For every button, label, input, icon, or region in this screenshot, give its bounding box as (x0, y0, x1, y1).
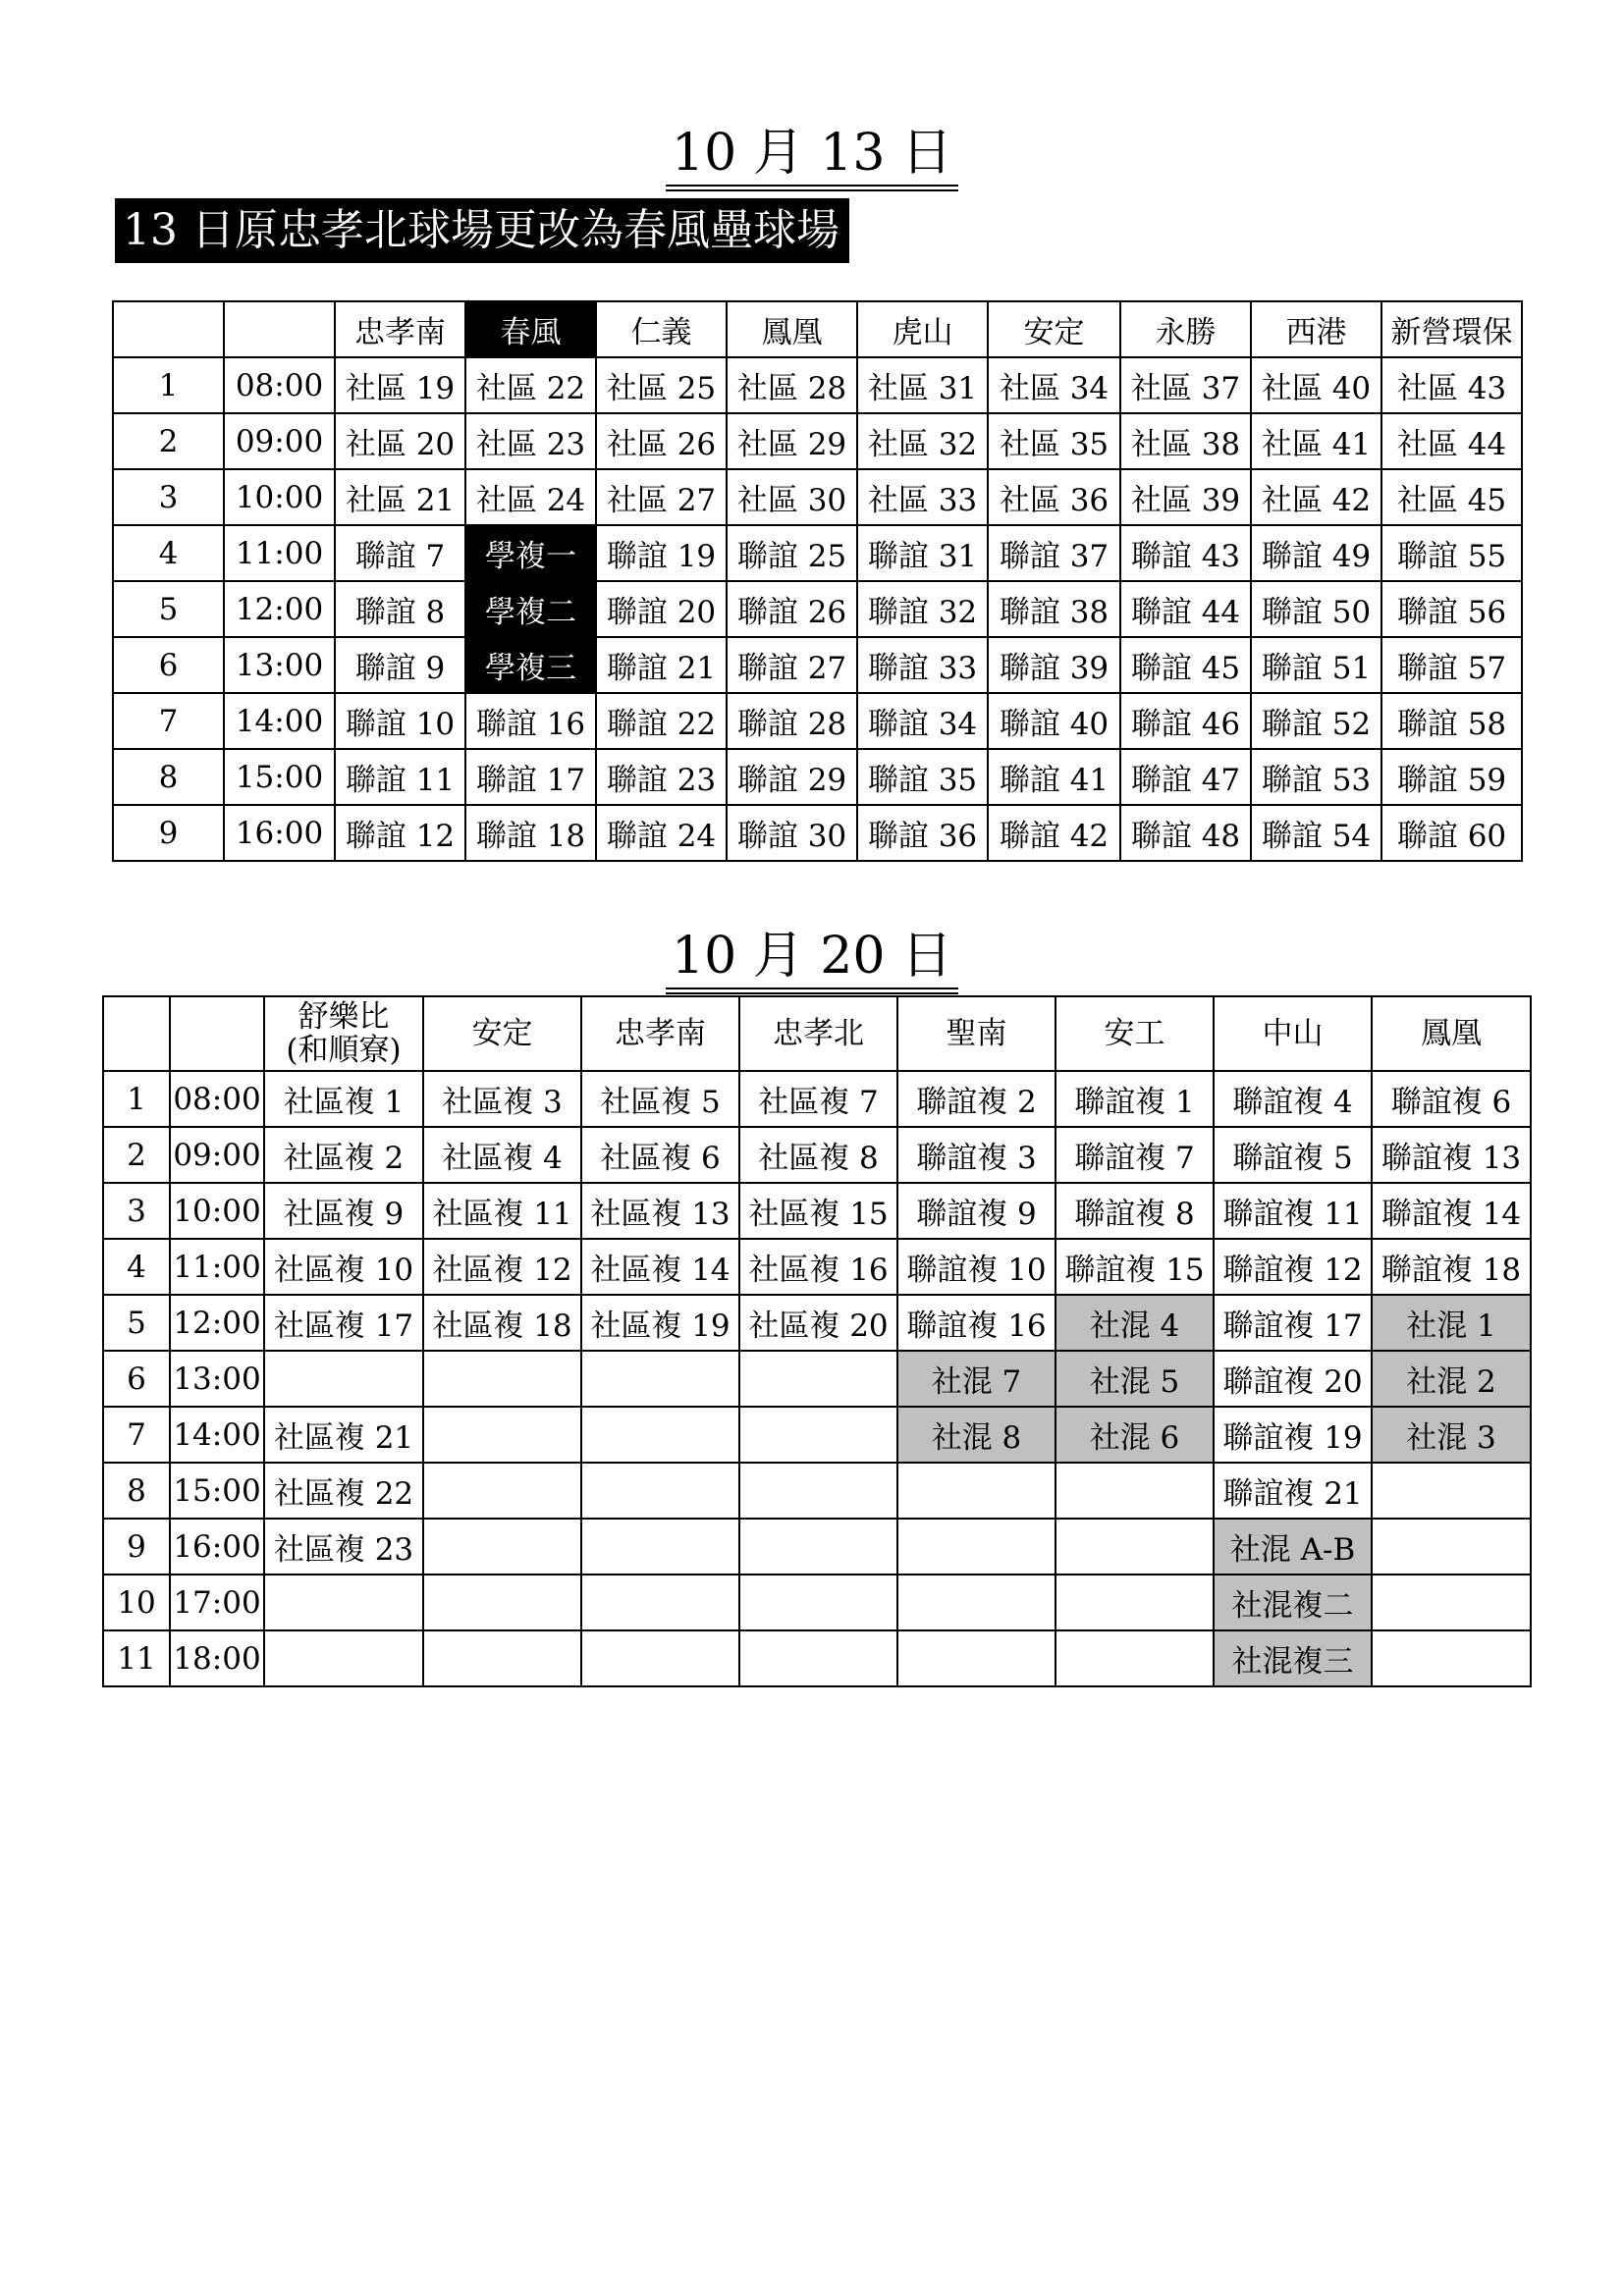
time-cell: 09:00 (224, 413, 335, 469)
match-cell: 社區 39 (1120, 469, 1251, 525)
match-cell: 聯誼 27 (727, 637, 857, 693)
match-cell: 社混 6 (1056, 1407, 1214, 1463)
match-cell: 聯誼 58 (1381, 693, 1522, 749)
row-number-cell: 5 (113, 581, 224, 637)
row-number-cell: 1 (113, 357, 224, 413)
time-cell: 13:00 (170, 1351, 264, 1407)
venue-header-cell: 新營環保 (1381, 301, 1522, 357)
match-cell (897, 1575, 1056, 1630)
row-number-cell: 4 (113, 525, 224, 581)
match-cell: 聯誼複 19 (1214, 1407, 1372, 1463)
match-cell: 聯誼 40 (988, 693, 1120, 749)
match-cell: 社區複 12 (423, 1239, 581, 1295)
match-cell: 聯誼 41 (988, 749, 1120, 805)
time-cell: 14:00 (224, 693, 335, 749)
match-cell: 聯誼 36 (857, 805, 988, 861)
time-cell: 16:00 (224, 805, 335, 861)
row-number-cell: 4 (103, 1239, 170, 1295)
match-cell: 社區 35 (988, 413, 1120, 469)
match-cell: 社混 3 (1372, 1407, 1531, 1463)
match-cell: 聯誼 28 (727, 693, 857, 749)
venue-header-cell: 仁義 (596, 301, 727, 357)
row-number-cell: 2 (103, 1127, 170, 1183)
venue-header-cell: 安工 (1056, 996, 1214, 1071)
match-cell: 聯誼 54 (1251, 805, 1381, 861)
match-cell (423, 1351, 581, 1407)
match-cell: 聯誼 16 (465, 693, 596, 749)
date-title-text: 10 月 13 日 (666, 124, 958, 191)
match-cell: 社區 23 (465, 413, 596, 469)
row-number-cell: 11 (103, 1630, 170, 1686)
match-cell (739, 1630, 897, 1686)
match-cell: 社混 A-B (1214, 1519, 1372, 1575)
venue-header-cell: 春風 (465, 301, 596, 357)
table-row (113, 413, 1522, 469)
match-cell: 社區複 17 (264, 1295, 423, 1351)
match-cell: 聯誼 10 (335, 693, 465, 749)
match-cell (1056, 1575, 1214, 1630)
match-cell: 社區 32 (857, 413, 988, 469)
row-number-cell: 10 (103, 1575, 170, 1630)
match-cell: 社區複 5 (581, 1071, 739, 1127)
match-cell (1372, 1519, 1531, 1575)
table-row (103, 1407, 1531, 1463)
row-number-cell: 9 (113, 805, 224, 861)
match-cell: 社混複三 (1214, 1630, 1372, 1686)
time-cell: 14:00 (170, 1407, 264, 1463)
match-cell: 社混 7 (897, 1351, 1056, 1407)
match-cell: 聯誼複 1 (1056, 1071, 1214, 1127)
match-cell: 社區 22 (465, 357, 596, 413)
match-cell: 社區複 20 (739, 1295, 897, 1351)
match-cell (1056, 1463, 1214, 1519)
match-cell (581, 1630, 739, 1686)
venue-header-cell: 虎山 (857, 301, 988, 357)
header-blank-cell (170, 996, 264, 1071)
venue-header-cell: 永勝 (1120, 301, 1251, 357)
match-cell: 社區複 4 (423, 1127, 581, 1183)
venue-change-notice: 13 日原忠孝北球場更改為春風壘球場 (115, 198, 849, 263)
venue-header-cell: 舒樂比 (和順寮) (264, 996, 423, 1071)
match-cell: 社區複 13 (581, 1183, 739, 1239)
match-cell (264, 1630, 423, 1686)
time-cell: 16:00 (170, 1519, 264, 1575)
match-cell: 聯誼複 17 (1214, 1295, 1372, 1351)
match-cell (739, 1463, 897, 1519)
match-cell: 社區 27 (596, 469, 727, 525)
time-cell: 10:00 (224, 469, 335, 525)
match-cell: 聯誼 55 (1381, 525, 1522, 581)
match-cell: 聯誼 7 (335, 525, 465, 581)
match-cell: 聯誼 30 (727, 805, 857, 861)
match-cell: 社區 41 (1251, 413, 1381, 469)
row-number-cell: 5 (103, 1295, 170, 1351)
header-blank-cell (103, 996, 170, 1071)
match-cell (739, 1351, 897, 1407)
table-row (113, 357, 1522, 413)
match-cell: 社區複 2 (264, 1127, 423, 1183)
match-cell: 聯誼 22 (596, 693, 727, 749)
match-cell: 聯誼複 12 (1214, 1239, 1372, 1295)
row-number-cell: 6 (103, 1351, 170, 1407)
table-row (113, 805, 1522, 861)
match-cell: 社區複 22 (264, 1463, 423, 1519)
match-cell: 社區複 8 (739, 1127, 897, 1183)
match-cell: 社區 20 (335, 413, 465, 469)
table-row (103, 1071, 1531, 1127)
match-cell: 社區複 23 (264, 1519, 423, 1575)
match-cell: 聯誼 23 (596, 749, 727, 805)
match-cell (581, 1575, 739, 1630)
schedule-table-oct-20 (102, 995, 1532, 1687)
match-cell: 聯誼複 8 (1056, 1183, 1214, 1239)
venue-header-cell: 鳳凰 (1372, 996, 1531, 1071)
match-cell: 聯誼 44 (1120, 581, 1251, 637)
match-cell: 聯誼 38 (988, 581, 1120, 637)
match-cell: 聯誼 34 (857, 693, 988, 749)
match-cell: 社區 43 (1381, 357, 1522, 413)
match-cell (423, 1519, 581, 1575)
match-cell: 社區 28 (727, 357, 857, 413)
match-cell: 社區 36 (988, 469, 1120, 525)
match-cell: 聯誼 46 (1120, 693, 1251, 749)
match-cell (897, 1630, 1056, 1686)
match-cell: 聯誼 33 (857, 637, 988, 693)
table-row (113, 693, 1522, 749)
match-cell (1372, 1575, 1531, 1630)
match-cell: 聯誼複 15 (1056, 1239, 1214, 1295)
match-cell: 社區 38 (1120, 413, 1251, 469)
table-row (103, 1630, 1531, 1686)
match-cell (739, 1407, 897, 1463)
venue-header-cell: 聖南 (897, 996, 1056, 1071)
match-cell: 聯誼複 18 (1372, 1239, 1531, 1295)
table-row (103, 1183, 1531, 1239)
match-cell: 聯誼 31 (857, 525, 988, 581)
match-cell: 社區複 7 (739, 1071, 897, 1127)
time-cell: 12:00 (224, 581, 335, 637)
match-cell: 社區 21 (335, 469, 465, 525)
match-cell (264, 1575, 423, 1630)
match-cell: 聯誼 18 (465, 805, 596, 861)
match-cell: 社混 4 (1056, 1295, 1214, 1351)
time-cell: 13:00 (224, 637, 335, 693)
match-cell: 聯誼 57 (1381, 637, 1522, 693)
match-cell: 聯誼 35 (857, 749, 988, 805)
match-cell (581, 1351, 739, 1407)
match-cell (264, 1351, 423, 1407)
match-cell: 聯誼 50 (1251, 581, 1381, 637)
header-blank-cell (113, 301, 224, 357)
match-cell: 社混 5 (1056, 1351, 1214, 1407)
match-cell: 社區 42 (1251, 469, 1381, 525)
match-cell: 聯誼複 11 (1214, 1183, 1372, 1239)
match-cell: 聯誼複 9 (897, 1183, 1056, 1239)
match-cell: 聯誼 51 (1251, 637, 1381, 693)
match-cell: 社區 26 (596, 413, 727, 469)
match-cell (423, 1575, 581, 1630)
match-cell: 社區複 21 (264, 1407, 423, 1463)
row-number-cell: 2 (113, 413, 224, 469)
match-cell (739, 1519, 897, 1575)
header-row (103, 996, 1531, 1071)
match-cell: 聯誼 47 (1120, 749, 1251, 805)
time-cell: 17:00 (170, 1575, 264, 1630)
match-cell: 聯誼 56 (1381, 581, 1522, 637)
table-row (103, 1463, 1531, 1519)
match-cell: 聯誼 42 (988, 805, 1120, 861)
match-cell: 聯誼 17 (465, 749, 596, 805)
match-cell: 社區 30 (727, 469, 857, 525)
match-cell: 聯誼 9 (335, 637, 465, 693)
row-number-cell: 7 (103, 1407, 170, 1463)
match-cell: 聯誼 19 (596, 525, 727, 581)
time-cell: 11:00 (170, 1239, 264, 1295)
time-cell: 09:00 (170, 1127, 264, 1183)
match-cell: 社區複 9 (264, 1183, 423, 1239)
match-cell: 聯誼 11 (335, 749, 465, 805)
match-cell: 社區 19 (335, 357, 465, 413)
match-cell: 聯誼複 4 (1214, 1071, 1372, 1127)
table-row (103, 1127, 1531, 1183)
match-cell: 聯誼 39 (988, 637, 1120, 693)
table-row (113, 749, 1522, 805)
match-cell: 聯誼複 7 (1056, 1127, 1214, 1183)
match-cell (581, 1463, 739, 1519)
table-row (103, 1519, 1531, 1575)
venue-header-cell: 中山 (1214, 996, 1372, 1071)
row-number-cell: 3 (113, 469, 224, 525)
time-cell: 08:00 (170, 1071, 264, 1127)
match-cell: 聯誼複 13 (1372, 1127, 1531, 1183)
match-cell: 學複二 (465, 581, 596, 637)
time-cell: 10:00 (170, 1183, 264, 1239)
match-cell: 聯誼 29 (727, 749, 857, 805)
match-cell: 社區 33 (857, 469, 988, 525)
match-cell: 社區複 11 (423, 1183, 581, 1239)
venue-header-cell: 鳳凰 (727, 301, 857, 357)
match-cell (897, 1463, 1056, 1519)
match-cell: 聯誼複 10 (897, 1239, 1056, 1295)
match-cell (423, 1463, 581, 1519)
header-row (113, 301, 1522, 357)
venue-header-cell: 安定 (423, 996, 581, 1071)
row-number-cell: 7 (113, 693, 224, 749)
match-cell: 社區複 16 (739, 1239, 897, 1295)
match-cell: 社區複 15 (739, 1183, 897, 1239)
match-cell: 社區複 6 (581, 1127, 739, 1183)
match-cell: 社區 44 (1381, 413, 1522, 469)
match-cell: 社區 37 (1120, 357, 1251, 413)
match-cell: 聯誼 37 (988, 525, 1120, 581)
table-row (113, 525, 1522, 581)
match-cell: 聯誼複 3 (897, 1127, 1056, 1183)
match-cell (739, 1575, 897, 1630)
match-cell: 聯誼 53 (1251, 749, 1381, 805)
match-cell: 聯誼複 2 (897, 1071, 1056, 1127)
match-cell: 聯誼 59 (1381, 749, 1522, 805)
match-cell: 聯誼 12 (335, 805, 465, 861)
match-cell: 社區複 19 (581, 1295, 739, 1351)
match-cell (423, 1407, 581, 1463)
date-title-oct-20 (0, 927, 1624, 994)
row-number-cell: 9 (103, 1519, 170, 1575)
table-row (113, 637, 1522, 693)
row-number-cell: 8 (113, 749, 224, 805)
time-cell: 08:00 (224, 357, 335, 413)
table-row (103, 1351, 1531, 1407)
row-number-cell: 1 (103, 1071, 170, 1127)
match-cell (1372, 1630, 1531, 1686)
match-cell: 社區 29 (727, 413, 857, 469)
match-cell: 社區複 10 (264, 1239, 423, 1295)
header-blank-cell (224, 301, 335, 357)
row-number-cell: 3 (103, 1183, 170, 1239)
match-cell (897, 1519, 1056, 1575)
time-cell: 15:00 (224, 749, 335, 805)
match-cell: 聯誼複 14 (1372, 1183, 1531, 1239)
match-cell: 聯誼 60 (1381, 805, 1522, 861)
venue-header-cell: 安定 (988, 301, 1120, 357)
match-cell: 社區 31 (857, 357, 988, 413)
match-cell: 聯誼 21 (596, 637, 727, 693)
table-row (113, 469, 1522, 525)
match-cell: 聯誼 43 (1120, 525, 1251, 581)
match-cell: 聯誼複 16 (897, 1295, 1056, 1351)
row-number-cell: 8 (103, 1463, 170, 1519)
match-cell: 聯誼複 21 (1214, 1463, 1372, 1519)
row-number-cell: 6 (113, 637, 224, 693)
match-cell: 聯誼 49 (1251, 525, 1381, 581)
date-title-text: 10 月 20 日 (666, 927, 958, 994)
match-cell (423, 1630, 581, 1686)
table-row (113, 581, 1522, 637)
match-cell: 社區 25 (596, 357, 727, 413)
match-cell: 社區 24 (465, 469, 596, 525)
match-cell: 聯誼 48 (1120, 805, 1251, 861)
match-cell: 聯誼 32 (857, 581, 988, 637)
match-cell: 社混 8 (897, 1407, 1056, 1463)
match-cell: 聯誼 8 (335, 581, 465, 637)
match-cell: 聯誼 26 (727, 581, 857, 637)
match-cell (1056, 1519, 1214, 1575)
date-title-oct-13 (0, 124, 1624, 191)
venue-header-cell: 西港 (1251, 301, 1381, 357)
match-cell: 聯誼 24 (596, 805, 727, 861)
match-cell: 聯誼複 6 (1372, 1071, 1531, 1127)
match-cell: 社區複 3 (423, 1071, 581, 1127)
match-cell: 聯誼 20 (596, 581, 727, 637)
match-cell (1372, 1463, 1531, 1519)
match-cell: 學複一 (465, 525, 596, 581)
match-cell: 社混複二 (1214, 1575, 1372, 1630)
time-cell: 11:00 (224, 525, 335, 581)
match-cell (581, 1519, 739, 1575)
match-cell: 聯誼複 5 (1214, 1127, 1372, 1183)
table-row (103, 1239, 1531, 1295)
time-cell: 15:00 (170, 1463, 264, 1519)
venue-header-cell: 忠孝南 (335, 301, 465, 357)
match-cell: 聯誼 52 (1251, 693, 1381, 749)
match-cell: 社區複 14 (581, 1239, 739, 1295)
match-cell: 社區 45 (1381, 469, 1522, 525)
match-cell: 聯誼複 20 (1214, 1351, 1372, 1407)
table-row (103, 1575, 1531, 1630)
match-cell: 社區 34 (988, 357, 1120, 413)
match-cell: 社區 40 (1251, 357, 1381, 413)
match-cell: 聯誼 45 (1120, 637, 1251, 693)
match-cell (581, 1407, 739, 1463)
match-cell: 社區複 18 (423, 1295, 581, 1351)
venue-header-cell: 忠孝南 (581, 996, 739, 1071)
schedule-table-oct-13 (112, 300, 1523, 862)
venue-header-cell: 忠孝北 (739, 996, 897, 1071)
time-cell: 12:00 (170, 1295, 264, 1351)
match-cell: 社混 1 (1372, 1295, 1531, 1351)
match-cell: 社混 2 (1372, 1351, 1531, 1407)
match-cell: 社區複 1 (264, 1071, 423, 1127)
time-cell: 18:00 (170, 1630, 264, 1686)
match-cell: 聯誼 25 (727, 525, 857, 581)
match-cell (1056, 1630, 1214, 1686)
table-row (103, 1295, 1531, 1351)
match-cell: 學複三 (465, 637, 596, 693)
